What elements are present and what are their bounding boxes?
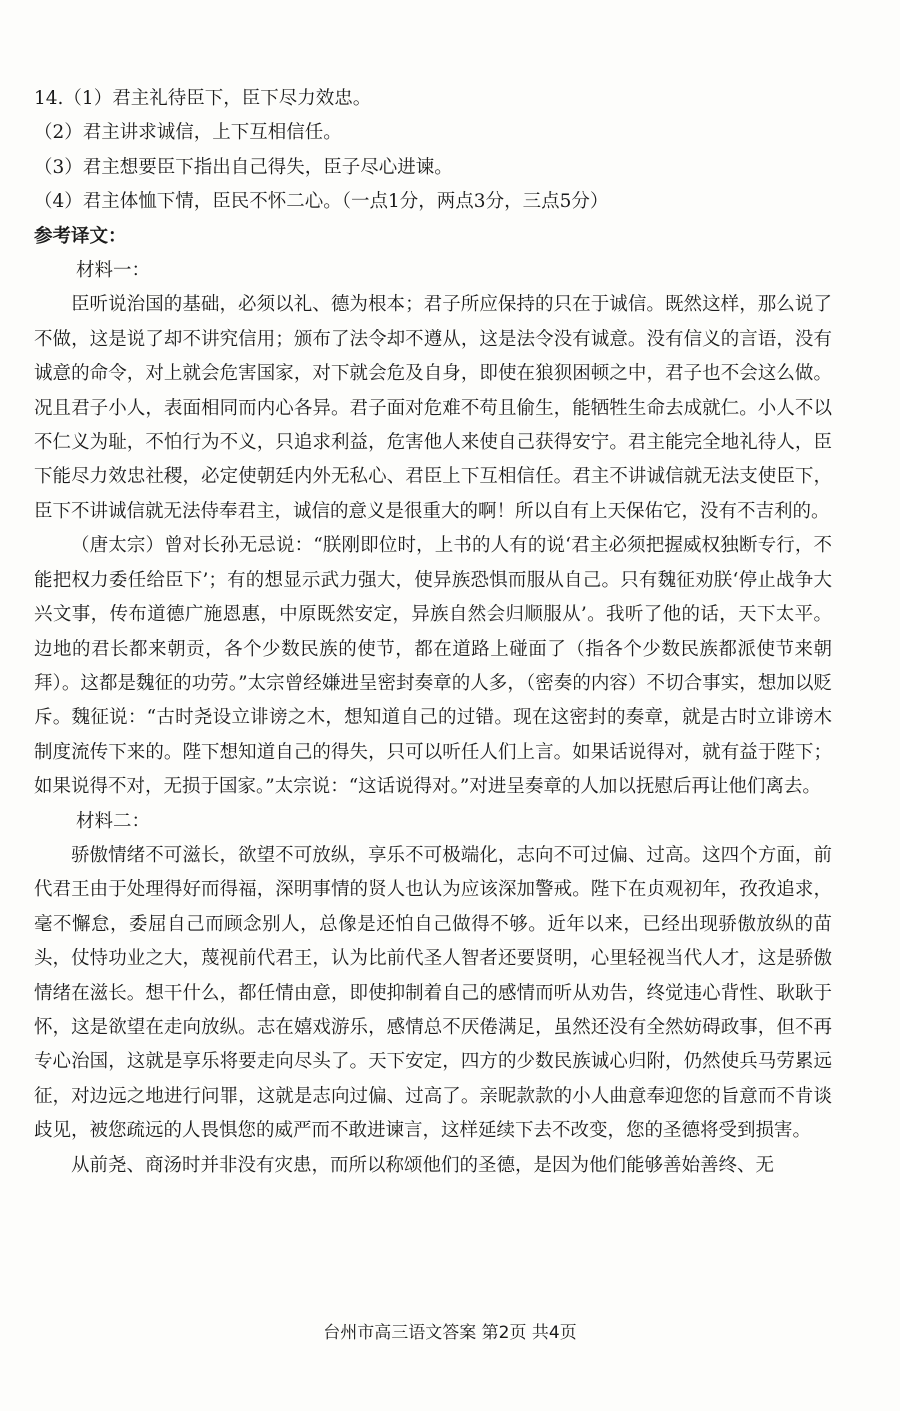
material1-heading: 材料一： [76, 260, 151, 282]
answer-line-2: （2）君主讲求诚信，上下互相信任。 [34, 122, 342, 144]
answer-line-1: 14.（1）君主礼待臣下，臣下尽力效忠。 [34, 88, 372, 109]
material2-paragraph-2: 从前尧、商汤时并非没有灾患，而所以称颂他们的圣德，是因为他们能够善始善终、无 [71, 1154, 775, 1176]
answer-line-4: （4）君主体恤下情，臣民不怀二心。（一点1分，两点3分，三点5分） [34, 191, 609, 213]
translation-heading: 参考译文： [34, 225, 127, 247]
material2-paragraph-1: 骄傲情绪不可滋长，欲望不可放纵，享乐不可极端化，志向不可过偏、过高。这四个方面，前代君王由于处理得好而得福，深明事情的贤人也认为应该深加警戒。陛下在贞观初年，孜孜追求，毫不懈怠，委屈自己而顾念别人，总像是还怕自己做得不够。近年以来，已经出现骄傲放纵的苗头，仗恃功业之大，蔑视前代君王，认为比前代圣人智者还要贤明，心里轻视当代人才，这是骄傲情绪在滋长。想干什么，都任情由意，即使抑制着自己的感情而听从劝告，终觉违心背性、耿耿于怀，这是欲望在走向放纵。志在嬉戏游乐，感情总不厌倦满足，虽然还没有全然妨碍政事，但不再专心治国，这就是享乐将要走向尽头了。天下安定，四方的少数民族诚心归附，仍然使兵马劳累远征，对边远之地进行问罪，这就是志向过偏、过高了。亲昵款款的小人曲意奉迎您的旨意而不肯谈歧见，被您疏远的人畏惧您的威严而不敢进谏言，这样延续下去不改变，您的圣德将受到损害。 [34, 844, 832, 1142]
material1-paragraph-2: （唐太宗）曾对长孙无忌说：“朕刚即位时，上书的人有的说‘君主必须把握威权独断专行，不能把权力委任给臣下’；有的想显示武力强大，使异族恐惧而服从自己。只有魏征劝朕‘停止战争大兴文事，传布道德广施恩惠，中原既然安定，异族自然会归顺服从’。我听了他的话，天下太平。边地的君长都来朝贡，各个少数民族的使节，都在道路上碰面了（指各个少数民族都派使节来朝拜）。这都是魏征的功劳。”太宗曾经嫌进呈密封奏章的人多，（密奏的内容）不切合事实，想加以贬斥。魏征说：“古时尧设立诽谤之木，想知道自己的过错。现在这密封的奏章，就是古时立诽谤木制度流传下来的。陛下想知道自己的得失，只可以听任人们上言。如果话说得对，就有益于陛下；如果说得不对，无损于国家。”太宗说：“这话说得对。”对进呈奏章的人加以抚慰后再让他们离去。 [34, 535, 832, 798]
material2-heading: 材料二： [76, 810, 151, 832]
material1-paragraph-1: 臣听说治国的基础，必须以礼、德为根本；君子所应保持的只在于诚信。既然这样，那么说了不做，这是说了却不讲究信用；颁布了法令却不遵从，这是法令没有诚意。没有信义的言语，没有诚意的命令，对上就会危害国家，对下就会危及自身，即使在狼狈困顿之中，君子也不会这么做。况且君子小人，表面相同而内心各异。君子面对危难不苟且偷生，能牺牲生命去成就仁。小人不以不仁义为耻，不怕行为不义，只追求利益，危害他人来使自己获得安宁。君主能完全地礼待人，臣下能尽力效忠社稷，必定使朝廷内外无私心、君臣上下互相信任。君主不讲诚信就无法支使臣下，臣下不讲诚信就无法侍奉君主，诚信的意义是很重大的啊！所以自有上天保佑它，没有不吉利的。 [34, 294, 832, 522]
answer-line-3: （3）君主想要臣下指出自己得失，臣子尽心进谏。 [34, 156, 453, 178]
answer-page [34, 82, 832, 1183]
page-footer: 台州市高三语文答案 第2页 共4页 [323, 1323, 577, 1343]
